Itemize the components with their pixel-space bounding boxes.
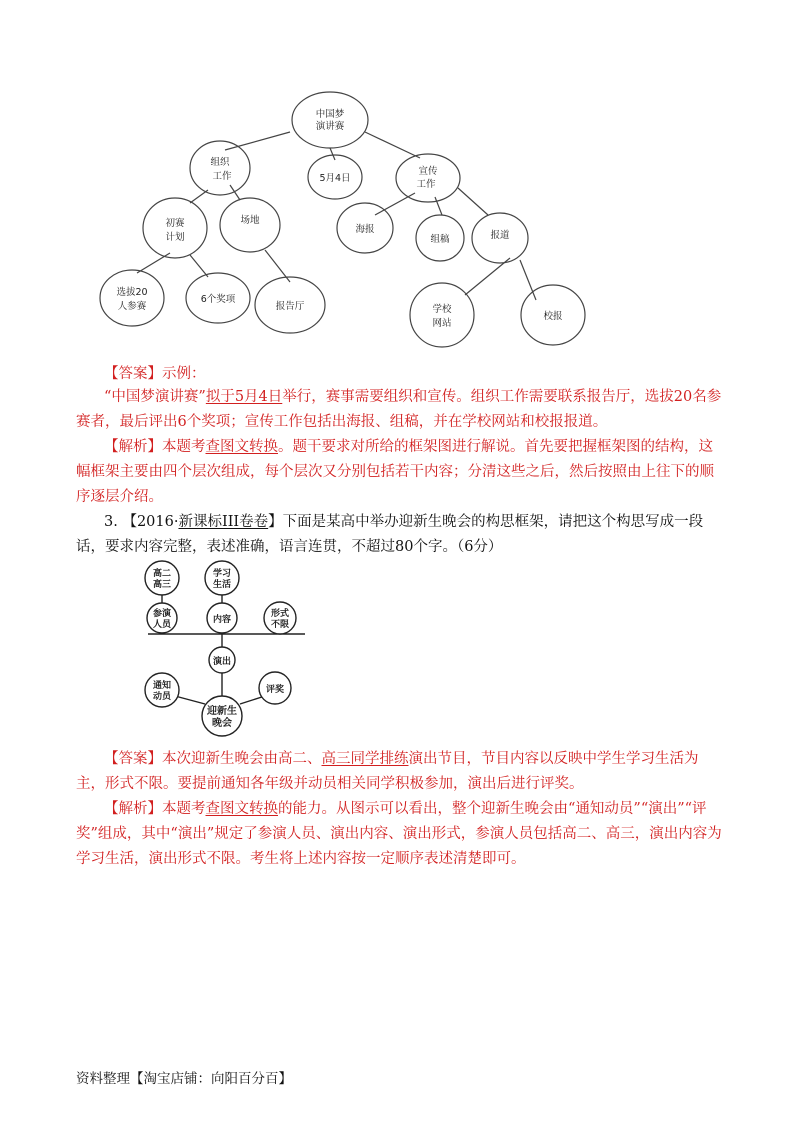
node-root-l1: 中国梦 bbox=[315, 109, 345, 120]
question3-text: 下面是某高中举办迎新生晚会的构思框架，请把这个构思写成一段话，要求内容完整，表述准确，语言连贯，不超过80个字。（6分） bbox=[76, 514, 704, 555]
node2-form-l2: 不限 bbox=[270, 620, 290, 630]
question3-source-c: 】 bbox=[268, 514, 283, 530]
node-plan-l1: 初赛 bbox=[165, 218, 185, 229]
node-awards: 6个奖项 bbox=[200, 294, 236, 305]
diagram-competition-framework bbox=[90, 90, 690, 360]
node2-performers-l2: 人员 bbox=[152, 620, 172, 630]
node-poster: 海报 bbox=[355, 224, 375, 235]
node-report: 报道 bbox=[490, 230, 510, 241]
node2-study-l2: 生活 bbox=[212, 580, 232, 590]
node-plan-l2: 计划 bbox=[165, 232, 185, 243]
node2-study-l1: 学习 bbox=[212, 569, 232, 579]
node2-g23-l1: 高二 bbox=[152, 569, 172, 579]
answer1-body-b: 拟于5月4日 bbox=[205, 389, 283, 405]
node-root-l2: 演讲赛 bbox=[315, 121, 345, 132]
question3 bbox=[76, 510, 726, 560]
node2-performers-l1: 参演 bbox=[152, 609, 172, 619]
analysis1-tag: 【解析】 bbox=[104, 439, 162, 455]
node2-g23-l2: 高三 bbox=[152, 580, 172, 590]
answer1-body bbox=[76, 385, 726, 435]
node-publicity-l1: 宣传 bbox=[418, 166, 438, 177]
node-publicity-l2: 工作 bbox=[416, 179, 436, 190]
node-venue: 场地 bbox=[240, 215, 260, 226]
node2-award: 评奖 bbox=[265, 685, 285, 695]
node-paper: 校报 bbox=[543, 311, 563, 322]
node2-party-l1: 迎新生 bbox=[207, 706, 237, 717]
node-hall: 报告厅 bbox=[275, 301, 305, 312]
node2-show: 演出 bbox=[212, 657, 232, 667]
answer3-body bbox=[76, 747, 726, 797]
analysis3-a: 本题考 bbox=[162, 801, 206, 817]
analysis3-body bbox=[76, 797, 726, 872]
answer1-tag: 【答案】 bbox=[104, 366, 162, 382]
node2-form-l1: 形式 bbox=[270, 609, 290, 619]
diagram-party-framework bbox=[130, 558, 330, 738]
analysis1-c: 。题干要求对所给的框架图进行解说。首先要把握框架图的结构，这幅框架主要由四个层次组成，每个层次又分别包括若干内容；分清这些之后，然后按照由上往下的顺序逐层介绍。 bbox=[76, 439, 714, 505]
analysis3-tag: 【解析】 bbox=[104, 801, 162, 817]
question3-source-b: 新课标III卷卷 bbox=[178, 514, 269, 530]
analysis3-c: 的能力。从图示可以看出，整个迎新生晚会由“通知动员”“演出”“评奖”组成，其中“演出”规定了参演人员、演出内容、演出形式，参演人员包括高二、高三，演出内容为学习生活，演出形式不限。考生将上述内容按一定顺序表述清楚即可。 bbox=[76, 801, 722, 867]
node2-party-l2: 晚会 bbox=[212, 718, 232, 729]
node-draft: 组稿 bbox=[430, 234, 450, 245]
analysis1-b: 查图文转换 bbox=[205, 439, 278, 455]
node2-notify-l1: 通知 bbox=[152, 681, 172, 691]
node2-notify-l2: 动员 bbox=[152, 692, 172, 702]
answer1-body-c: 举行，赛事需要组织和宣传。组织工作需要联系报告厅，选拔20名参赛者，最后评出6个奖项；宣传工作包括出海报、组稿，并在学校网站和校报报道。 bbox=[76, 389, 722, 430]
question3-source-a: 【2016· bbox=[122, 514, 179, 530]
node-org-l2: 工作 bbox=[212, 171, 232, 182]
node-website-l2: 网站 bbox=[432, 318, 452, 329]
answer1-line bbox=[104, 362, 754, 387]
question3-num: 3. bbox=[104, 514, 118, 530]
node-website-l1: 学校 bbox=[432, 304, 452, 315]
answer3-c: 演出节目，节目内容以反映中学生学习生活为主，形式不限。要提前通知各年级并动员相关同学积极参加，演出后进行评奖。 bbox=[76, 751, 699, 792]
node-select-l1: 选拔20 bbox=[116, 287, 148, 298]
node-date: 5月4日 bbox=[319, 173, 351, 184]
page-footer: 资料整理【淘宝店铺：向阳百分百】 bbox=[76, 1071, 292, 1087]
answer3-tag: 【答案】 bbox=[104, 751, 162, 767]
node-select-l2: 人参赛 bbox=[117, 301, 147, 312]
analysis3-b: 查图文转换 bbox=[205, 801, 278, 817]
answer3-a: 本次迎新生晚会由高二、 bbox=[162, 751, 322, 767]
node-org-l1: 组织 bbox=[210, 157, 230, 168]
answer1-body-a: “中国梦演讲赛” bbox=[104, 389, 206, 405]
analysis1-body bbox=[76, 435, 726, 510]
answer1-text1: 示例： bbox=[162, 366, 206, 382]
node2-content: 内容 bbox=[212, 615, 232, 625]
analysis1-a: 本题考 bbox=[162, 439, 206, 455]
answer3-b: 高三同学排练 bbox=[321, 751, 409, 767]
